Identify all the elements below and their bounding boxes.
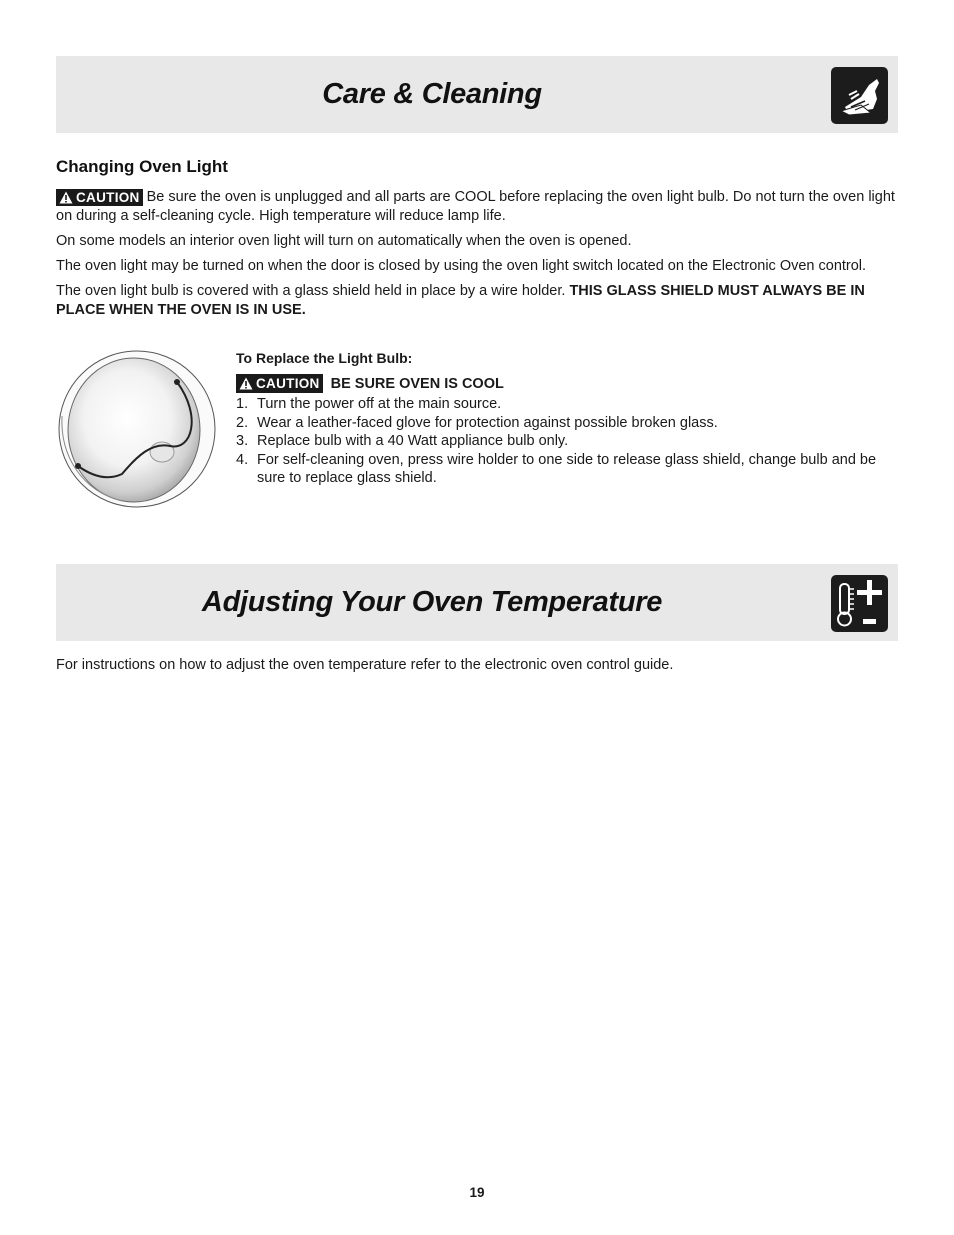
cool-caution-line: [236, 374, 504, 393]
caution-label-2: CAUTION: [256, 376, 320, 391]
auto-light-paragraph: On some models an interior oven light will turn on automatically when the oven is opened.: [56, 233, 632, 249]
page-number: 19: [469, 1185, 485, 1200]
caution-paragraph: [56, 188, 896, 226]
glass-shield-paragraph: [56, 282, 896, 320]
list-item: 1. Turn the power off at the main source.: [236, 396, 502, 412]
warning-triangle-icon: [59, 191, 73, 204]
caution-badge-2: [236, 374, 323, 393]
glass-shield-warning: THIS GLASS SHIELD MUST ALWAYS BE IN PLACE WHEN THE OVEN IS IN USE.: [56, 283, 865, 318]
list-item: 3. Replace bulb with a 40 Watt appliance bulb only.: [236, 433, 569, 449]
care-cleaning-banner: [56, 56, 898, 133]
warning-triangle-icon: [239, 377, 253, 390]
caution-label: CAUTION: [76, 190, 140, 205]
replace-bulb-heading: To Replace the Light Bulb:: [236, 350, 413, 366]
oven-light-glass-shield-illustration: [52, 346, 222, 512]
oven-temperature-banner: [56, 564, 898, 641]
glass-shield-text: The oven light bulb is covered with a glass shield held in place by a wire holder.: [56, 283, 570, 299]
caution-text: Be sure the oven is unplugged and all parts are COOL before replacing the oven light bulb. Do not turn the oven light on during a self-cleaning cycle. High temperature will reduce lamp life.: [56, 189, 895, 224]
section-title-care-cleaning: Care & Cleaning: [322, 78, 542, 110]
light-switch-paragraph: The oven light may be turned on when the door is closed by using the oven light switch located on the Electronic Oven control.: [56, 258, 867, 274]
caution-badge: [56, 189, 143, 206]
replace-bulb-steps: [236, 395, 898, 488]
oven-temperature-paragraph: For instructions on how to adjust the oven temperature refer to the electronic oven control guide.: [56, 657, 674, 673]
list-item: 4. For self-cleaning oven, press wire holder to one side to release glass shield, change bulb and be sure to replace glass shield.: [236, 451, 877, 486]
thermometer-plus-minus-icon: [831, 575, 888, 632]
section-title-oven-temperature: Adjusting Your Oven Temperature: [201, 586, 663, 618]
changing-oven-light-heading: Changing Oven Light: [56, 157, 228, 176]
cool-caution-text: BE SURE OVEN IS COOL: [330, 375, 504, 392]
list-item: 2. Wear a leather-faced glove for protection against possible broken glass.: [236, 414, 718, 431]
cleaning-hand-icon: [831, 67, 888, 124]
